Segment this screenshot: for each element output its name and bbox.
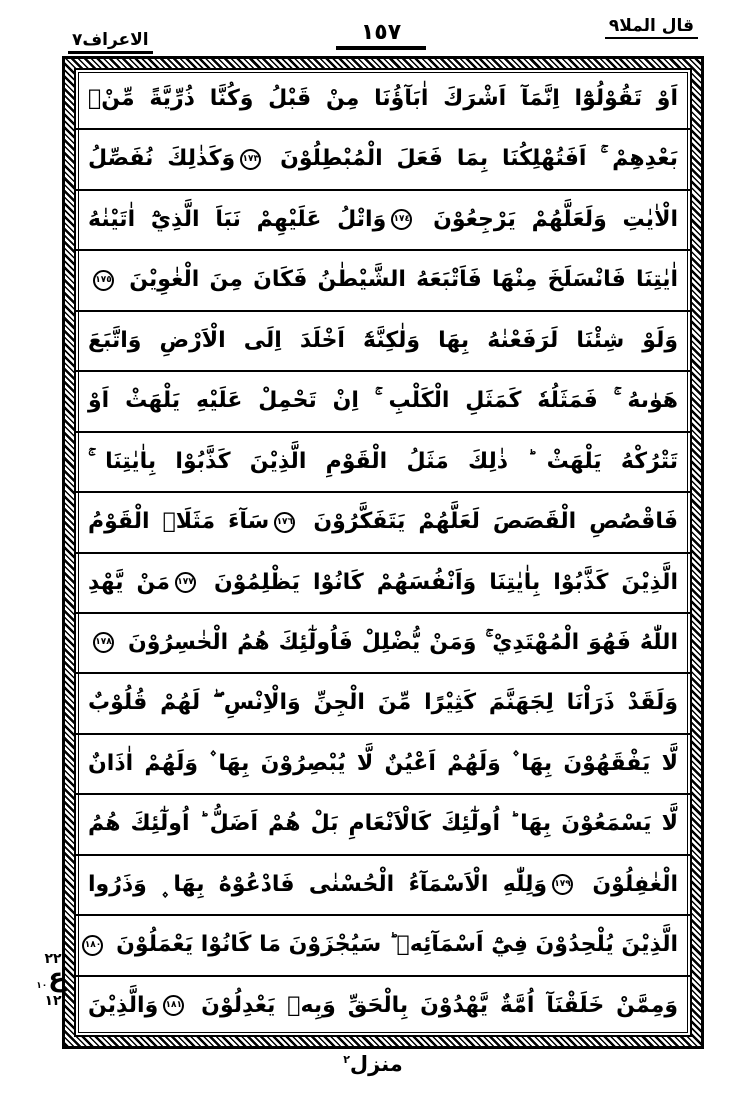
ayah-text-segment: هَوٰىهُ ۚ فَمَثَلُهٗ كَمَثَلِ الْكَلْبِ ۚ اِنْ تَحْمِلْ عَلَيْهِ يَلْهَثْ اَوْ	[88, 388, 678, 414]
ayah-text-segment: بَعْدِهِمْ ۚ اَفَتُهْلِكُنَا بِمَا فَعَلَ الْمُبْطِلُوْنَ	[280, 146, 678, 172]
ayah-text-segment: سَآءَ مَثَلَاۨ الْقَوْمُ	[88, 509, 270, 535]
page-number: ١٥٧	[336, 20, 426, 50]
quran-line	[76, 614, 690, 674]
manzil-marker	[0, 1052, 746, 1076]
ayah-end-marker: ١٧٣	[240, 149, 261, 170]
ruku-ayah-count: ١٠	[36, 980, 48, 991]
ayah-text-segment: لَّا يَفْقَهُوْنَ بِهَا ۫ وَلَهُمْ اَعْيُنٌ لَّا يُبْصِرُوْنَ بِهَا ۫ وَلَهُمْ اٰذَانٌ	[88, 750, 678, 776]
quran-line	[76, 977, 690, 1035]
surah-name-label: الاعراف٧	[68, 30, 153, 54]
ayah-text-segment: اَوْ تَقُوْلُوْٓا اِنَّمَآ اَشْرَكَ اٰبَآؤُنَا مِنْ قَبْلُ وَكُنَّا ذُرِّيَّةً مِّنْۢ	[88, 86, 678, 111]
ayah-end-marker: ١٨١	[163, 995, 184, 1016]
ayah-end-marker: ١٧٨	[93, 632, 114, 653]
ayah-text-segment: وَالَّذِيْنَ	[88, 992, 159, 1018]
quran-line	[76, 130, 690, 190]
quran-line	[76, 312, 690, 372]
ayah-text-segment: اٰيٰتِنَا فَانْسَلَخَ مِنْهَا فَاَتْبَعَهُ الشَّيْطٰنُ فَكَانَ مِنَ الْغٰوِيْنَ	[129, 267, 678, 293]
quran-line	[76, 554, 690, 614]
ayah-text-segment: وَلِلّٰهِ الْاَسْمَآءُ الْحُسْنٰى فَادْعُوْهُ بِهَا ۪ وَذَرُوا	[88, 871, 548, 897]
ayah-text-segment: الْاٰيٰتِ وَلَعَلَّهُمْ يَرْجِعُوْنَ	[433, 206, 678, 232]
ayah-text-segment: مَنْ يَّهْدِ	[88, 569, 170, 595]
ruku-margin-marker	[36, 951, 66, 1009]
quran-line	[76, 251, 690, 311]
ayah-end-marker: ١٧٤	[391, 209, 412, 230]
quran-line	[76, 70, 690, 130]
ayah-text-segment: وَاتْلُ عَلَيْهِمْ نَبَاَ الَّذِيْٓ اٰتَيْنٰهُ	[88, 206, 387, 232]
manzil-number: ٢	[343, 1053, 350, 1066]
ayah-text-segment: وَمِمَّنْ خَلَقْنَآ اُمَّةٌ يَّهْدُوْنَ بِالْحَقِّ وَبِهٖ يَعْدِلُوْنَ	[201, 992, 678, 1018]
quran-line	[76, 674, 690, 734]
ayah-end-marker: ١٧٩	[552, 874, 573, 895]
ayah-text-segment: الَّذِيْنَ يُلْحِدُوْنَ فِيْٓ اَسْمَآئِهٖ ؕ سَيُجْزَوْنَ مَا كَانُوْا يَعْمَلُوْنَ	[116, 932, 678, 958]
ayah-text-segment: الْغٰفِلُوْنَ	[592, 871, 678, 897]
quran-line	[76, 735, 690, 795]
ayah-end-marker: ١٧٧	[175, 572, 196, 593]
ayah-end-marker: ١٧٦	[274, 512, 295, 533]
page-header	[0, 0, 746, 56]
ruku-ain-symbol: ع$_{١٠}$	[36, 962, 66, 993]
quran-line	[76, 372, 690, 432]
ayah-text-segment: فَاقْصُصِ الْقَصَصَ لَعَلَّهُمْ يَتَفَكَّرُوْنَ	[313, 509, 678, 535]
quran-line	[76, 493, 690, 553]
ayah-text-segment: تَتْرُكْهُ يَلْهَثْ ؕ ذٰلِكَ مَثَلُ الْقَوْمِ الَّذِيْنَ كَذَّبُوْا بِاٰيٰتِنَا ۚ	[88, 448, 678, 474]
ruku-surah-count: ٢٢	[44, 951, 62, 967]
quran-line	[76, 795, 690, 855]
ayah-text-segment: وَكَذٰلِكَ نُفَصِّلُ	[88, 146, 236, 172]
ornamental-border-frame	[62, 56, 704, 1049]
quran-line	[76, 856, 690, 916]
quran-text-block	[74, 68, 692, 1037]
manzil-label: منزل	[349, 1052, 403, 1076]
quran-line	[76, 191, 690, 251]
ruku-para-count: ١٢	[44, 992, 62, 1009]
ayah-text-segment: الَّذِيْنَ كَذَّبُوْا بِاٰيٰتِنَا وَاَنْفُسَهُمْ كَانُوْا يَظْلِمُوْنَ	[214, 569, 678, 595]
ayah-end-marker: ١٨٠	[82, 935, 103, 956]
ayah-text-segment: اللّٰهُ فَهُوَ الْمُهْتَدِيْ ۚ وَمَنْ يُّضْلِلْ فَاُولٰٓئِكَ هُمُ الْخٰسِرُوْنَ	[128, 629, 678, 655]
ayah-text-segment: وَلَقَدْ ذَرَاْنَا لِجَهَنَّمَ كَثِيْرًا مِّنَ الْجِنِّ وَالْاِنْسِ ۖ لَهُمْ قُلُوْبٌ	[88, 690, 678, 716]
ayah-text-segment: لَّا يَسْمَعُوْنَ بِهَا ؕ اُولٰٓئِكَ كَالْاَنْعَامِ بَلْ هُمْ اَضَلُّ ؕ اُولٰٓئِكَ هُمُ	[88, 811, 678, 837]
ayah-text-segment: وَلَوْ شِئْنَا لَرَفَعْنٰهُ بِهَا وَلٰكِنَّهٗٓ اَخْلَدَ اِلَى الْاَرْضِ وَاتَّبَعَ	[88, 327, 678, 353]
juz-name-label: قال الملا٩	[605, 16, 698, 39]
quran-line	[76, 916, 690, 976]
ayah-end-marker: ١٧٥	[93, 270, 114, 291]
quran-line	[76, 433, 690, 493]
